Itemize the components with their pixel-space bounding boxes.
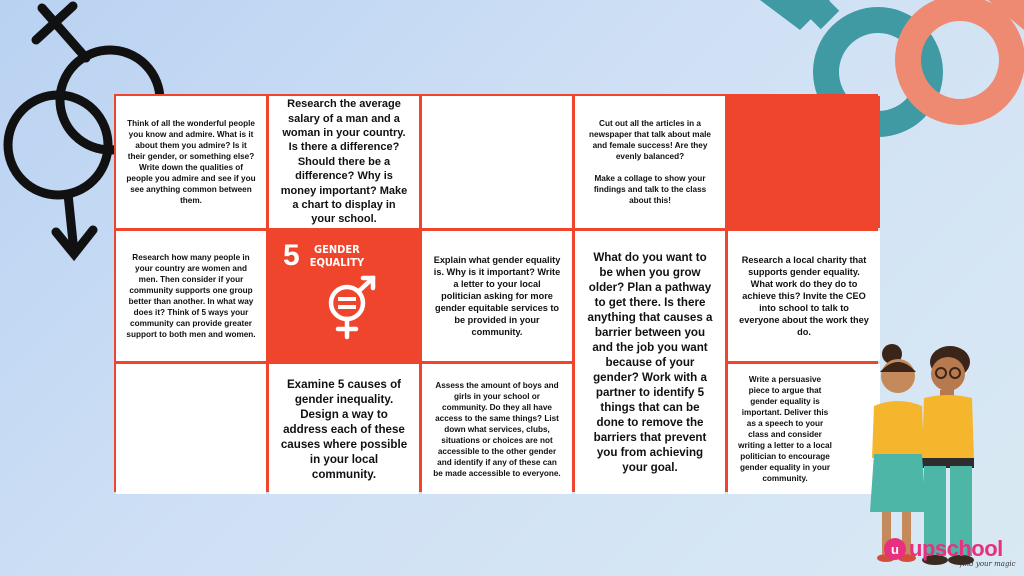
activity-assess-access: Assess the amount of boys and girls in your school or community. Do they all have access to the same things? List down what services, clubs, situations or choices are not accessible to the other gender and identify if any of these can be made accessible to everyone.: [422, 364, 572, 494]
girl-figure: [870, 344, 926, 562]
activity-examine-causes: Examine 5 causes of gender inequality. Design a way to address each of these causes where possible in your local community.: [269, 364, 419, 494]
red-filled-cell: [728, 96, 880, 228]
activity-population-research: Research how many people in your country are women and men. Then consider if your community supports one group better than another. In what way does it? Think of 5 ways your community can provide greater support to both men and women.: [116, 231, 266, 361]
activity-collage-text: Make a collage to show your findings and talk to the class about this!: [593, 174, 707, 205]
activity-admire-people: Think of all the wonderful people you know and admire. What is it about them you admire? Is it their gender, or something else? Write down the qualities of people you admire and see if you see anything common between them.: [116, 96, 266, 228]
upschool-logo: [884, 534, 1018, 568]
logo-wordmark: upschool: [909, 536, 1003, 561]
empty-cell: [116, 364, 266, 494]
activity-explain-equality: Explain what gender equality is. Why is it important? Write a letter to your local politician asking for more gender equitable services to be provided in your community.: [422, 231, 572, 361]
activity-career-pathway: What do you want to be when you grow older? Plan a pathway to get there. Is there anything that causes a barrier between you and the job you want because of your gender? Work with a partner to identify 5 things that can be done to remove the barriers that prevent you from achieving your goal.: [575, 231, 725, 494]
activity-newspaper-collage: [575, 96, 725, 228]
activity-grid: [114, 94, 878, 492]
boy-figure: [922, 346, 974, 565]
sdg-title: GENDER EQUALITY: [309, 243, 365, 269]
activity-newspaper-text: Cut out all the articles in a newspaper that talk about male and female success! Are they evenly balanced?: [589, 119, 711, 161]
sdg-number: 5: [283, 239, 300, 272]
logo-badge: u: [884, 538, 906, 560]
empty-cell: [422, 96, 572, 228]
sdg5-gender-equality-tile: [269, 231, 419, 361]
activity-salary-research: Research the average salary of a man and a woman in your country. Is there a difference? Should there be a difference? Why is money important? Make a chart to display in your school.: [269, 96, 419, 228]
activity-persuasive-speech: Write a persuasive piece to argue that gender equality is important. Deliver this as a speech to your class and consider writing a letter to a local politician to encourage gender equality in your community.: [728, 364, 880, 494]
activity-local-charity: Research a local charity that supports gender equality. What work do they do to achieve this? Invite the CEO into school to talk to everyone about the work they do.: [728, 231, 880, 361]
gender-equality-icon: [323, 275, 383, 341]
logo-tagline: find your magic: [960, 560, 1016, 568]
